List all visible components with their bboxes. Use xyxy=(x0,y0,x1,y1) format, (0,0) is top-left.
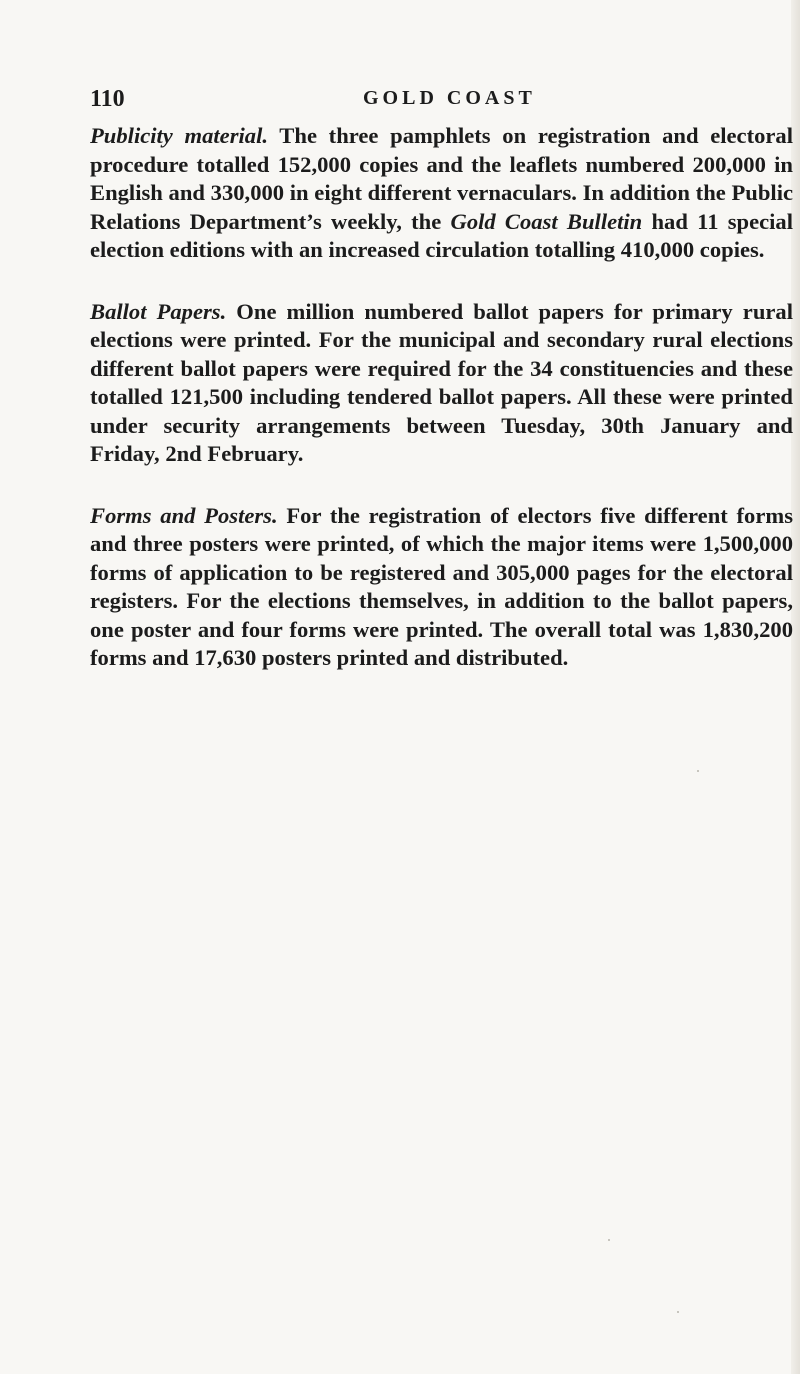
paragraph-text: The three pamphlets on registration and electoral procedure totalled 152,000 copies and the leaflets numbered 200,000 in English and 330,000 in eight different vernaculars. In addition the Public Relations Department’s weekly, the xyxy=(90,123,793,234)
running-head xyxy=(90,86,800,118)
paragraph-heading: Forms and Posters. xyxy=(90,502,278,528)
paper-speck xyxy=(697,770,699,772)
paragraph-ballot-papers xyxy=(90,298,793,469)
paragraph-forms-and-posters xyxy=(90,502,793,673)
paragraph-publicity-material xyxy=(90,122,793,265)
paper-speck xyxy=(608,1239,610,1241)
paragraph-text: One million numbered ballot papers for primary rural elections were printed. For the municipal and secondary rural elections different ballot papers were required for the 34 constituencies and these totalled 121,500 including tendered ballot papers. All these were printed under security arrangements between Tuesday, 30th January and Friday, 2nd February. xyxy=(90,298,793,466)
paragraph-heading: Ballot Papers. xyxy=(90,298,227,324)
paragraph-heading: Publicity material. xyxy=(90,123,269,148)
publication-title: Gold Coast Bulletin xyxy=(450,208,643,234)
page-number: 110 xyxy=(90,86,125,112)
running-title: GOLD COAST xyxy=(363,87,536,109)
paragraph-text: had 11 special election editions with an increased circulation totalling 410,000 copies. xyxy=(90,208,793,262)
paragraph-text: For the registration of electors five different forms and three posters were printed, of which the major items were 1,500,000 forms of application to be registered and 305,000 pages for the electoral registers. For the elections themselves, in addition to the ballot papers, one poster and four forms were printed. The overall total was 1,830,200 forms and 17,630 posters printed and distributed. xyxy=(90,502,793,670)
paper-speck xyxy=(677,1311,679,1313)
body-text xyxy=(90,122,793,706)
